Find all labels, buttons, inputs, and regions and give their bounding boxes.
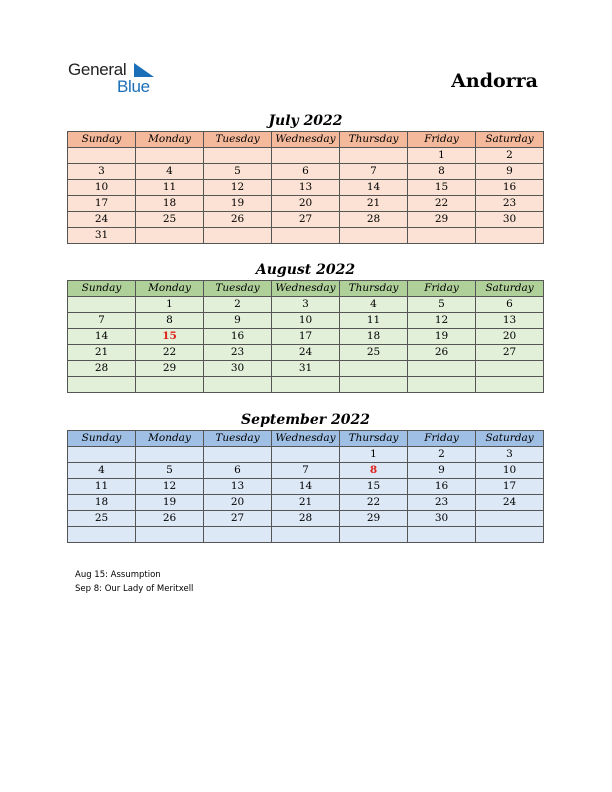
weekday-header: Saturday [476, 281, 544, 297]
weekday-header: Friday [408, 281, 476, 297]
day-cell: 24 [272, 345, 340, 361]
day-cell: 22 [408, 196, 476, 212]
day-cell [136, 447, 204, 463]
day-cell: 25 [68, 511, 136, 527]
week-row [68, 228, 544, 244]
week-row [68, 164, 544, 180]
week-row [68, 345, 544, 361]
day-cell: 27 [204, 511, 272, 527]
day-cell: 30 [408, 511, 476, 527]
day-cell: 31 [272, 361, 340, 377]
week-row [68, 511, 544, 527]
day-cell [272, 527, 340, 543]
day-cell: 19 [136, 495, 204, 511]
day-cell: 27 [476, 345, 544, 361]
day-cell: 12 [204, 180, 272, 196]
day-cell: 15 [340, 479, 408, 495]
day-cell [476, 527, 544, 543]
day-cell: 13 [476, 313, 544, 329]
day-cell: 12 [136, 479, 204, 495]
day-cell: 18 [68, 495, 136, 511]
day-cell: 18 [136, 196, 204, 212]
day-cell: 15 [408, 180, 476, 196]
weekday-header-row [68, 281, 544, 297]
day-cell: 1 [340, 447, 408, 463]
day-cell: 27 [272, 212, 340, 228]
day-cell: 19 [408, 329, 476, 345]
weekday-header: Monday [136, 281, 204, 297]
calendar-table [67, 280, 544, 393]
day-cell: 14 [340, 180, 408, 196]
day-cell: 10 [272, 313, 340, 329]
week-row [68, 297, 544, 313]
day-cell: 25 [136, 212, 204, 228]
day-cell: 11 [136, 180, 204, 196]
month-july [67, 111, 544, 244]
day-cell: 3 [272, 297, 340, 313]
day-cell: 29 [408, 212, 476, 228]
day-cell: 16 [204, 329, 272, 345]
day-cell: 6 [476, 297, 544, 313]
day-cell: 21 [340, 196, 408, 212]
day-cell: 25 [340, 345, 408, 361]
week-row [68, 313, 544, 329]
day-cell: 13 [272, 180, 340, 196]
day-cell: 16 [476, 180, 544, 196]
weekday-header: Monday [136, 431, 204, 447]
weekday-header: Wednesday [272, 431, 340, 447]
week-row [68, 180, 544, 196]
day-cell [272, 447, 340, 463]
week-row [68, 329, 544, 345]
week-row [68, 527, 544, 543]
weekday-header: Sunday [68, 281, 136, 297]
day-cell: 20 [476, 329, 544, 345]
day-cell: 5 [408, 297, 476, 313]
month-title: September 2022 [241, 412, 370, 428]
calendar-table [67, 131, 544, 244]
month-august [67, 260, 544, 393]
holiday-note: Sep 8: Our Lady of Meritxell [75, 584, 194, 594]
day-cell [340, 377, 408, 393]
day-cell: 28 [340, 212, 408, 228]
weekday-header: Saturday [476, 431, 544, 447]
day-cell [136, 228, 204, 244]
day-cell: 4 [68, 463, 136, 479]
day-cell: 7 [272, 463, 340, 479]
weekday-header: Thursday [340, 281, 408, 297]
day-cell [136, 148, 204, 164]
day-cell: 8 [136, 313, 204, 329]
week-row [68, 212, 544, 228]
weekday-header-row [68, 431, 544, 447]
day-cell: 29 [340, 511, 408, 527]
day-cell [476, 511, 544, 527]
week-row [68, 479, 544, 495]
day-cell: 11 [340, 313, 408, 329]
weekday-header: Tuesday [204, 132, 272, 148]
day-cell: 28 [272, 511, 340, 527]
day-cell: 17 [272, 329, 340, 345]
day-cell: 23 [476, 196, 544, 212]
country-name: Andorra [451, 70, 538, 92]
day-cell: 9 [408, 463, 476, 479]
day-cell: 1 [408, 148, 476, 164]
day-cell [408, 527, 476, 543]
day-cell: 26 [204, 212, 272, 228]
day-cell: 6 [204, 463, 272, 479]
day-cell [68, 297, 136, 313]
day-cell [272, 228, 340, 244]
day-cell [476, 361, 544, 377]
day-cell: 10 [476, 463, 544, 479]
month-september [67, 410, 544, 543]
holiday-note: Aug 15: Assumption [75, 570, 161, 580]
day-cell: 19 [204, 196, 272, 212]
day-cell: 11 [68, 479, 136, 495]
day-cell: 3 [476, 447, 544, 463]
day-cell [408, 377, 476, 393]
weekday-header: Thursday [340, 132, 408, 148]
day-cell [136, 377, 204, 393]
day-cell [408, 361, 476, 377]
month-title: August 2022 [255, 262, 356, 278]
day-cell: 30 [204, 361, 272, 377]
week-row [68, 377, 544, 393]
weekday-header-row [68, 132, 544, 148]
day-cell [68, 527, 136, 543]
day-cell [340, 527, 408, 543]
day-cell: 29 [136, 361, 204, 377]
day-cell: 3 [68, 164, 136, 180]
day-cell: 8 [408, 164, 476, 180]
day-cell [204, 527, 272, 543]
day-cell [68, 447, 136, 463]
weekday-header: Friday [408, 132, 476, 148]
day-cell: 5 [204, 164, 272, 180]
day-cell [204, 228, 272, 244]
day-cell [340, 148, 408, 164]
logo-text-general: General [68, 60, 127, 79]
day-cell: 26 [408, 345, 476, 361]
day-cell [272, 148, 340, 164]
general-blue-logo [68, 60, 168, 100]
day-cell: 4 [136, 164, 204, 180]
day-cell [408, 228, 476, 244]
holiday-notes [75, 568, 193, 596]
day-cell: 21 [272, 495, 340, 511]
day-cell [68, 148, 136, 164]
week-row [68, 196, 544, 212]
day-cell [340, 228, 408, 244]
day-cell: 16 [408, 479, 476, 495]
day-cell: 23 [408, 495, 476, 511]
week-row [68, 148, 544, 164]
weekday-header: Tuesday [204, 281, 272, 297]
week-row [68, 463, 544, 479]
day-cell: 31 [68, 228, 136, 244]
weekday-header: Sunday [68, 431, 136, 447]
day-cell [204, 148, 272, 164]
day-cell: 14 [272, 479, 340, 495]
day-cell [136, 527, 204, 543]
weekday-header: Wednesday [272, 281, 340, 297]
day-cell: 14 [68, 329, 136, 345]
day-cell: 4 [340, 297, 408, 313]
day-cell: 22 [136, 345, 204, 361]
day-cell [204, 447, 272, 463]
day-cell: 8 [340, 463, 408, 479]
day-cell: 2 [408, 447, 476, 463]
logo-triangle-icon [134, 63, 154, 77]
day-cell: 22 [340, 495, 408, 511]
day-cell: 17 [68, 196, 136, 212]
day-cell [68, 377, 136, 393]
day-cell [476, 228, 544, 244]
weekday-header: Saturday [476, 132, 544, 148]
week-row [68, 447, 544, 463]
day-cell: 21 [68, 345, 136, 361]
day-cell: 26 [136, 511, 204, 527]
weekday-header: Tuesday [204, 431, 272, 447]
day-cell: 5 [136, 463, 204, 479]
day-cell: 30 [476, 212, 544, 228]
day-cell: 18 [340, 329, 408, 345]
logo-text-blue: Blue [117, 77, 150, 96]
day-cell: 24 [476, 495, 544, 511]
weekday-header: Wednesday [272, 132, 340, 148]
day-cell: 28 [68, 361, 136, 377]
day-cell: 7 [68, 313, 136, 329]
day-cell: 15 [136, 329, 204, 345]
day-cell: 1 [136, 297, 204, 313]
day-cell: 17 [476, 479, 544, 495]
day-cell: 2 [476, 148, 544, 164]
day-cell: 20 [204, 495, 272, 511]
day-cell: 9 [204, 313, 272, 329]
day-cell: 13 [204, 479, 272, 495]
weekday-header: Monday [136, 132, 204, 148]
day-cell: 6 [272, 164, 340, 180]
day-cell: 2 [204, 297, 272, 313]
day-cell: 24 [68, 212, 136, 228]
month-title: July 2022 [268, 113, 343, 129]
weekday-header: Sunday [68, 132, 136, 148]
day-cell [204, 377, 272, 393]
day-cell: 12 [408, 313, 476, 329]
weekday-header: Thursday [340, 431, 408, 447]
week-row [68, 495, 544, 511]
week-row [68, 361, 544, 377]
day-cell: 10 [68, 180, 136, 196]
day-cell: 9 [476, 164, 544, 180]
day-cell: 23 [204, 345, 272, 361]
day-cell: 20 [272, 196, 340, 212]
day-cell [476, 377, 544, 393]
weekday-header: Friday [408, 431, 476, 447]
day-cell [272, 377, 340, 393]
day-cell [340, 361, 408, 377]
day-cell: 7 [340, 164, 408, 180]
calendar-table [67, 430, 544, 543]
